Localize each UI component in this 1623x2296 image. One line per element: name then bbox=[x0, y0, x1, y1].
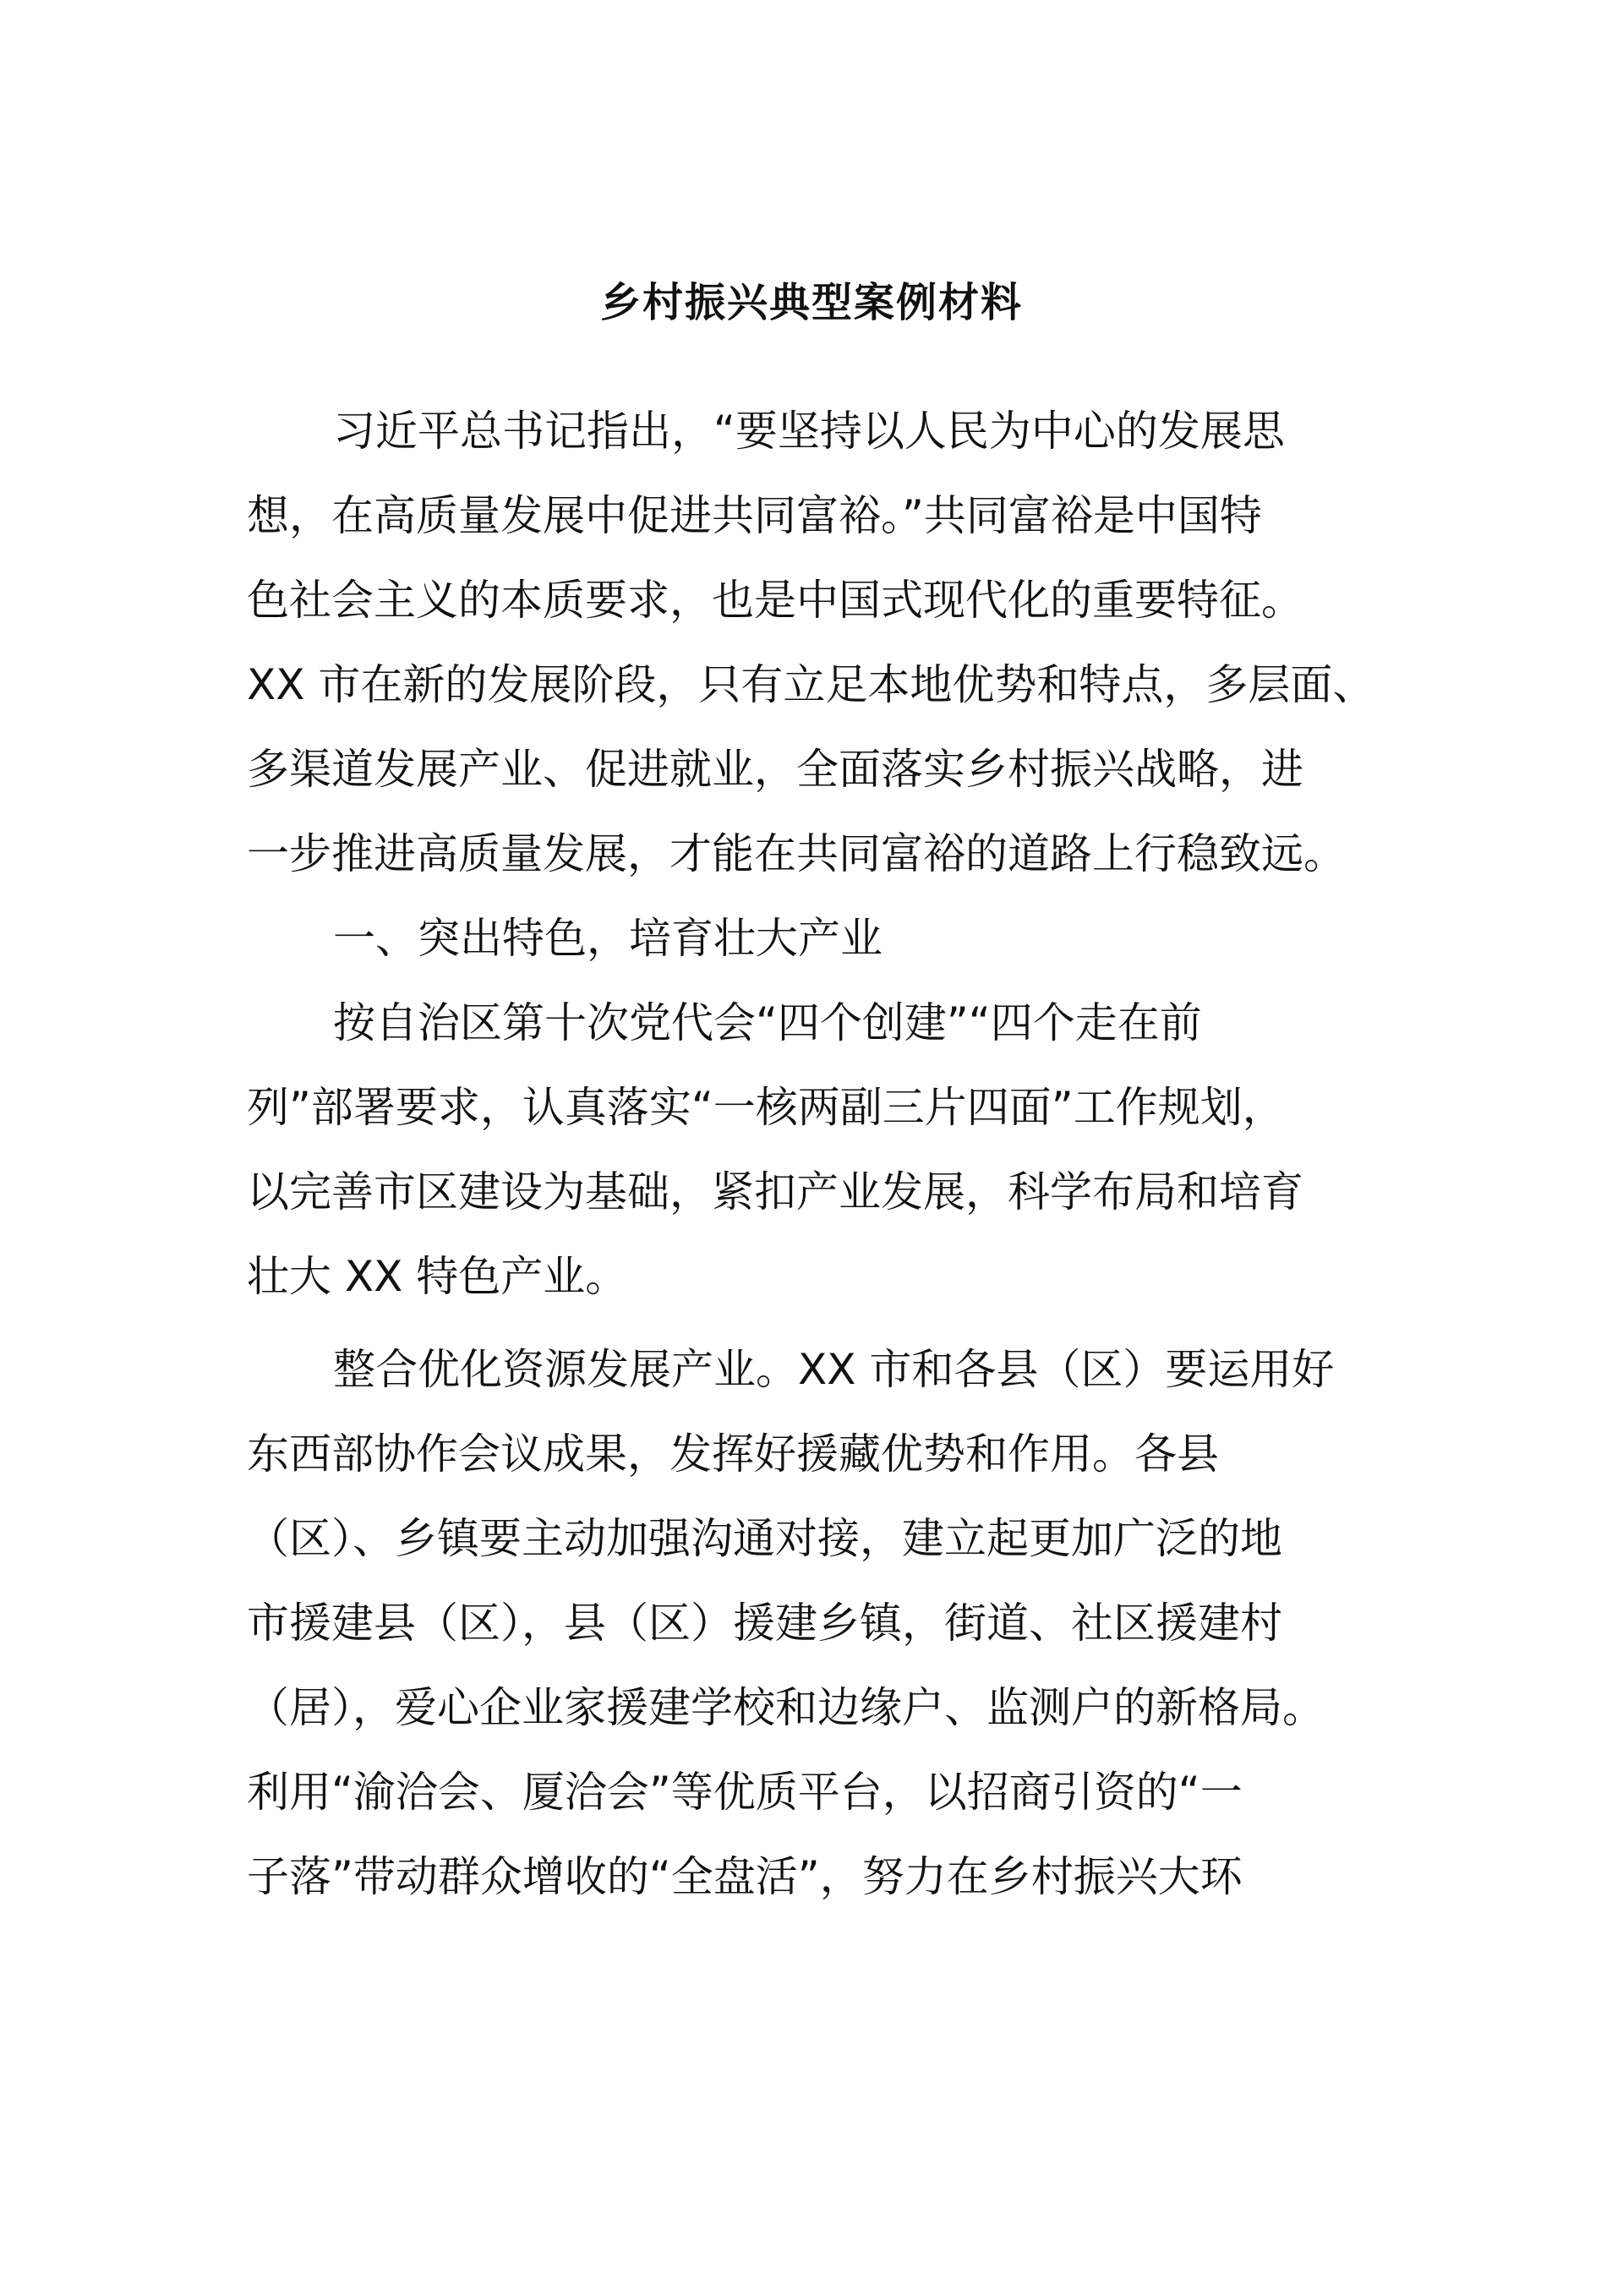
paragraph-line: 想，在高质量发展中促进共同富裕。”共同富裕是中国特 bbox=[247, 491, 1262, 540]
paragraph-line: 列”部署要求，认真落实“一核两副三片四面”工作规划， bbox=[247, 1083, 1285, 1132]
paragraph-line: 东西部协作会议成果，发挥好援藏优势和作用。各县 bbox=[247, 1430, 1219, 1479]
paragraph-line: 市援建县（区），县（区）援建乡镇，街道、社区援建村 bbox=[247, 1599, 1282, 1648]
paragraph-line: 习近平总书记指出，“要坚持以人民为中心的发展思 bbox=[333, 407, 1285, 456]
paragraph-line: （居），爱心企业家援建学校和边缘户、监测户的新格局。 bbox=[247, 1683, 1325, 1732]
paragraph-line: 一步推进高质量发展，才能在共同富裕的道路上行稳致远。 bbox=[247, 829, 1346, 878]
paragraph-line: 子落”带动群众增收的“全盘活”，努力在乡村振兴大环 bbox=[247, 1852, 1243, 1901]
paragraph-line: （区）、乡镇要主动加强沟通对接，建立起更加广泛的地 bbox=[247, 1514, 1282, 1563]
paragraph-line: 色社会主义的本质要求，也是中国式现代化的重要特征。 bbox=[247, 576, 1303, 625]
paragraph-line: 多渠道发展产业、促进就业，全面落实乡村振兴战略，进 bbox=[247, 745, 1303, 794]
paragraph-line: 以完善市区建设为基础，紧扣产业发展，科学布局和培育 bbox=[247, 1167, 1303, 1216]
paragraph-line: 壮大 XX 特色产业。 bbox=[247, 1252, 628, 1301]
paragraph-line: XX 市在新的发展阶段，只有立足本地优势和特点，多层面、 bbox=[247, 660, 1375, 709]
paragraph-line: 整合优化资源发展产业。XX 市和各县（区）要运用好 bbox=[333, 1345, 1335, 1394]
section-heading: 一、突出特色，培育壮大产业 bbox=[333, 914, 883, 963]
paragraph-line: 按自治区第十次党代会“四个创建”“四个走在前 bbox=[333, 998, 1202, 1047]
paragraph-line: 利用“渝洽会、厦洽会”等优质平台，以招商引资的“一 bbox=[247, 1768, 1243, 1817]
document-title: 乡村振兴典型案例材料 bbox=[599, 279, 1023, 326]
